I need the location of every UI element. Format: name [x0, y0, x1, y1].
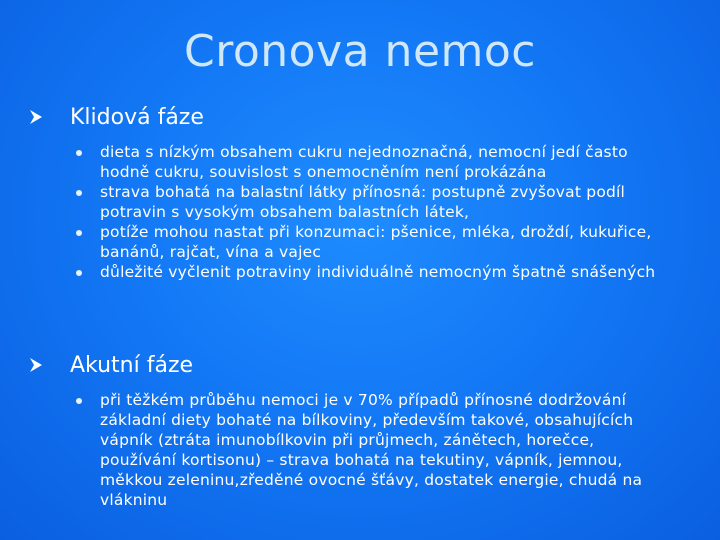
- list-item-text: potíže mohou nastat při konzumaci: pšenice, mléka, droždí, kukuřice, banánů, rajčat, vína a vajec: [100, 223, 652, 261]
- list-item: [76, 222, 688, 262]
- section-heading-row: [28, 348, 688, 382]
- list-item: [76, 182, 688, 222]
- dot-bullet-icon: [76, 190, 82, 196]
- list-item: [76, 390, 688, 510]
- dot-bullet-icon: [76, 150, 82, 156]
- slide-title: Cronova nemoc: [184, 26, 536, 77]
- bullet-list: [28, 142, 688, 282]
- bullet-list: [28, 390, 688, 510]
- list-item: [76, 142, 688, 182]
- arrow-bullet-icon: [28, 109, 44, 125]
- dot-bullet-icon: [76, 230, 82, 236]
- list-item-text: při těžkém průběhu nemoci je v 70% případů přínosné dodržování základní diety bohaté na bílkoviny, především takové, obsahujících vápník (ztráta imunobílkovin při průjmech, zánětech, horečce, používání kortisonu) – strava bohatá na tekutiny, vápník, jemnou, měkkou zeleninu,zředěné ovocné šťávy, dostatek energie, chudá na vlákninu: [100, 391, 643, 509]
- list-item-text: dieta s nízkým obsahem cukru nejednoznačná, nemocní jedí často hodně cukru, souvislost s onemocněním není prokázána: [100, 143, 628, 181]
- section-heading: Akutní fáze: [70, 352, 194, 378]
- list-item: [76, 262, 688, 282]
- list-item-text: strava bohatá na balastní látky přínosná: postupně zvyšovat podíl potravin s vysokým obsahem balastních látek,: [100, 183, 626, 221]
- list-item-text: důležité vyčlenit potraviny individuálně nemocným špatně snášených: [100, 263, 656, 281]
- section-klidova-faze: [28, 100, 688, 282]
- dot-bullet-icon: [76, 270, 82, 276]
- section-heading: Klidová fáze: [70, 104, 204, 130]
- section-heading-row: [28, 100, 688, 134]
- arrow-bullet-icon: [28, 357, 44, 373]
- dot-bullet-icon: [76, 398, 82, 404]
- section-akutni-faze: [28, 348, 688, 510]
